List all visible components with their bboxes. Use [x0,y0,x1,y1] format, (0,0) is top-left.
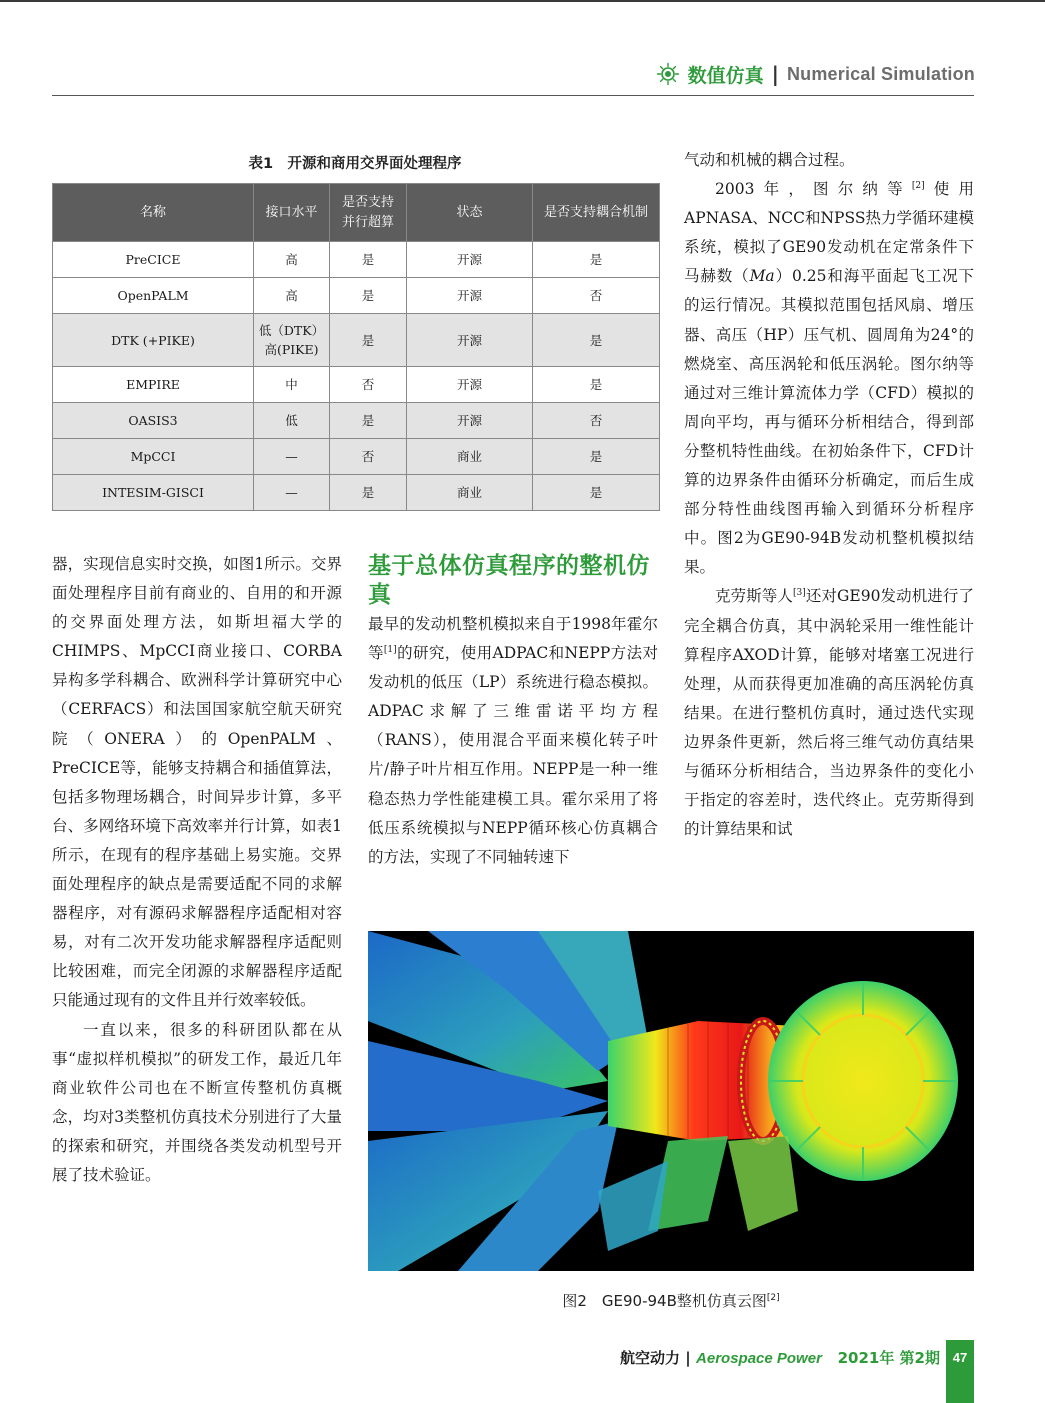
table-cell: 高 [254,278,330,314]
paragraph [684,175,974,582]
text-run: 使用APNASA、NCC和NPSS热力学循环建模系统，模拟了GE90发动机在定常条件下马赫数（ [684,180,974,286]
table-row [53,242,660,278]
running-header [656,60,975,88]
column-header-parallel: 是否支持 并行超算 [330,184,407,242]
table-cell: 是 [533,367,660,403]
green-gear-logo-icon [656,62,680,86]
table-cell: 否 [330,367,407,403]
body-column-2 [368,610,658,872]
paragraph [368,610,658,872]
top-border-rule [0,0,1045,2]
table-title: 表1 开源和商用交界面处理程序 [248,156,462,172]
text-run: 克劳斯等人 [715,587,793,606]
column-header-status: 状态 [407,184,533,242]
table-cell: OASIS3 [53,403,254,439]
citation-ref: [2] [766,1293,780,1303]
issue-label: 2021年 第2期 [837,1349,940,1367]
table-cell: 否 [533,278,660,314]
page-number: 47 [946,1340,974,1403]
header-separator: | [771,62,779,86]
table-cell: EMPIRE [53,367,254,403]
table-row [53,475,660,511]
interface-programs-table [52,183,660,511]
table-cell: 是 [533,314,660,367]
table-row [53,367,660,403]
citation-ref: [1] [383,644,397,655]
math-symbol: Ma [749,267,775,286]
table-cell: 否 [330,439,407,475]
text-run: 2003年，图尔纳等 [715,180,912,199]
table-cell: 是 [330,314,407,367]
text-run: ）0.25和海平面起飞工况下的运行情况。其模拟范围包括风扇、增压器、高压（HP）压气机、圆周角为24°的燃烧室、高压涡轮和低压涡轮。图尔纳等通过对三维计算流体力学（CFD）模拟的周向平均，再与循环分析相结合，得到部分整机特性曲线。在初始条件下，CFD计算的边界条件由循环分析确定，而后生成部分特性曲线图再输入到循环分析程序中。图2为GE90-94B发动机整机模拟结果。 [684,267,974,577]
section-heading: 基于总体仿真程序的整机仿真 [368,553,650,608]
section-title-en: Numerical Simulation [786,63,975,84]
table-cell: 是 [330,403,407,439]
table-header-row [53,184,660,242]
table-row [53,403,660,439]
header-rule [52,95,974,96]
text-run: 的研究，使用ADPAC和NEPP方法对发动机的低压（LP）系统进行稳态模拟。ADPAC求解了三维雷诺平均方程（RANS），使用混合平面来模化转子叶片/静子叶片相互作用。NEPP是一种一维稳态热力学性能建模工具。霍尔采用了将低压系统模拟与NEPP循环核心仿真耦合的方法，实现了不同轴转速下 [368,644,658,866]
table-cell: 是 [533,475,660,511]
table-cell: 商业 [407,475,533,511]
table-cell: 开源 [407,242,533,278]
table-cell: 低（DTK） 高(PIKE) [254,314,330,367]
table-cell: 开源 [407,367,533,403]
text-run: 最早的发动机整机模拟来自于1998年霍尔等 [368,615,658,663]
table-cell: 开源 [407,403,533,439]
paragraph [684,582,974,844]
engine-simulation-image [368,931,974,1271]
table-cell: 开源 [407,314,533,367]
table-cell: — [254,439,330,475]
table-cell: 高 [254,242,330,278]
table-row [53,278,660,314]
column-header-name: 名称 [53,184,254,242]
caption-text: 图2 GE90-94B整机仿真云图 [562,1292,767,1310]
section-title-cn: 数值仿真 [687,64,764,87]
table-cell: 是 [330,242,407,278]
citation-ref: [2] [911,180,925,191]
table-cell: MpCCI [53,439,254,475]
table-cell: DTK (+PIKE) [53,314,254,367]
table-cell: OpenPALM [53,278,254,314]
table-cell: PreCICE [53,242,254,278]
table-cell: 中 [254,367,330,403]
table-cell: 是 [533,242,660,278]
table-cell: 是 [330,475,407,511]
journal-name-en: Aerospace Power [696,1350,822,1367]
table-cell: 开源 [407,278,533,314]
column-header-coupling: 是否支持耦合机制 [533,184,660,242]
table-cell: 是 [533,439,660,475]
citation-ref: [3] [792,588,806,599]
table-row [53,314,660,367]
figure-caption [368,1290,974,1311]
paragraph: 器，实现信息实时交换，如图1所示。交界面处理程序目前有商业的、自用的和开源的交界面处理方法，如斯坦福大学的CHIMPS、MpCCI商业接口、CORBA异构多学科耦合、欧洲科学计算研究中心（CERFACS）和法国国家航空航天研究院（ONERA）的OpenPALM、PreCICE等，能够支持耦合和插值算法，包括多物理场耦合，时间异步计算，多平台、多网络环境下高效率并行计算，如表1所示，在现有的程序基础上易实施。交界面处理程序的缺点是需要适配不同的求解器程序，对有源码求解器程序适配相对容易，对有二次开发功能求解器程序适配则比较困难，而完全闭源的求解器程序适配只能通过现有的文件且并行效率较低。 [52,555,342,1010]
table-cell: 低 [254,403,330,439]
table-cell: 商业 [407,439,533,475]
running-footer [560,1347,940,1368]
body-column-1 [52,550,342,1190]
body-column-3 [684,146,974,844]
paragraph: 一直以来，很多的科研团队都在从事“虚拟样机模拟”的研发工作，最近几年商业软件公司也在不断宣传整机仿真概念，均对3类整机仿真技术分别进行了大量的探索和研究，并围绕各类发动机型号开展了技术验证。 [52,1020,342,1184]
journal-name-cn: 航空动力 [620,1349,681,1367]
engine-contour-rendering [368,931,974,1271]
paragraph: 气动和机械的耦合过程。 [684,151,855,169]
footer-separator: | [685,1349,691,1367]
column-header-interface-level: 接口水平 [254,184,330,242]
table-cell: 否 [533,403,660,439]
table-cell: 是 [330,278,407,314]
table-row [53,439,660,475]
text-run: 还对GE90发动机进行了完全耦合仿真，其中涡轮采用一维性能计算程序AXOD计算，能够对堵塞工况进行处理，从而获得更加准确的高压涡轮仿真结果。在进行整机仿真时，通过迭代实现边界条件更新，然后将三维气动仿真结果与循环分析相结合，当边界条件的变化小于指定的容差时，迭代终止。克劳斯得到的计算结果和试 [684,587,974,839]
table-cell: INTESIM-GISCI [53,475,254,511]
table-cell: — [254,475,330,511]
